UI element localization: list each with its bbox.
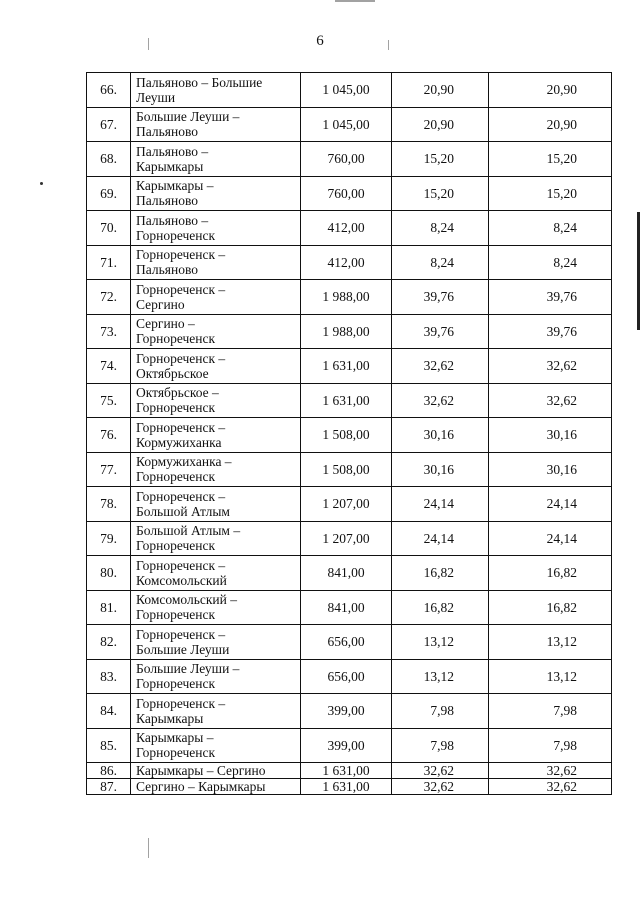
- value-cell-1: 32,62: [392, 383, 489, 418]
- value-cell-2: 20,90: [489, 73, 612, 108]
- route-cell: [131, 73, 301, 108]
- table-row: [87, 73, 612, 108]
- price-cell: 412,00: [301, 211, 392, 246]
- value-cell-2: 13,12: [489, 625, 612, 660]
- value-cell-2: 32,62: [489, 383, 612, 418]
- price-cell: 399,00: [301, 694, 392, 729]
- route-cell: [131, 452, 301, 487]
- table-row: [87, 211, 612, 246]
- row-number: 68.: [87, 142, 131, 177]
- row-number: 79.: [87, 521, 131, 556]
- route-cell: [131, 487, 301, 522]
- route-line: Горнореченск: [136, 745, 216, 761]
- table-row: [87, 107, 612, 142]
- row-number: 76.: [87, 418, 131, 453]
- route-line: Горнореченск: [136, 331, 216, 347]
- route-line: Кормужиханка: [136, 434, 222, 450]
- route-line: Большие Леуши –: [136, 661, 240, 677]
- price-cell: 1 631,00: [301, 779, 392, 795]
- scan-artifact-tick-left: [148, 38, 149, 50]
- route-line: Пальяново –: [136, 143, 209, 159]
- price-cell: 412,00: [301, 245, 392, 280]
- route-line: Карымкары –: [136, 178, 214, 194]
- route-line: Комсомольский: [136, 572, 227, 588]
- route-cell: [131, 107, 301, 142]
- route-line: Карымкары: [136, 158, 204, 174]
- row-number: 69.: [87, 176, 131, 211]
- value-cell-1: 20,90: [392, 107, 489, 142]
- route-line: Кормужиханка –: [136, 454, 232, 470]
- value-cell-2: 24,14: [489, 521, 612, 556]
- value-cell-1: 32,62: [392, 763, 489, 779]
- value-cell-2: 20,90: [489, 107, 612, 142]
- table-row: [87, 659, 612, 694]
- value-cell-2: 8,24: [489, 245, 612, 280]
- price-cell: 1 508,00: [301, 418, 392, 453]
- route-cell: [131, 176, 301, 211]
- route-cell: [131, 590, 301, 625]
- route-line: Октябрьское: [136, 365, 209, 381]
- value-cell-2: 16,82: [489, 556, 612, 591]
- route-line: Сергино –: [136, 316, 195, 332]
- price-cell: 1 988,00: [301, 280, 392, 315]
- price-cell: 1 045,00: [301, 73, 392, 108]
- price-cell: 1 207,00: [301, 521, 392, 556]
- value-cell-2: 32,62: [489, 349, 612, 384]
- price-cell: 760,00: [301, 142, 392, 177]
- price-cell: 656,00: [301, 659, 392, 694]
- value-cell-1: 13,12: [392, 625, 489, 660]
- route-line: Карымкары – Сергино: [136, 763, 266, 778]
- row-number: 85.: [87, 728, 131, 763]
- route-cell: [131, 694, 301, 729]
- route-line: Карымкары –: [136, 730, 214, 746]
- route-line: Октябрьское –: [136, 385, 219, 401]
- row-number: 84.: [87, 694, 131, 729]
- row-number: 70.: [87, 211, 131, 246]
- route-cell: [131, 314, 301, 349]
- fare-table: [86, 72, 612, 795]
- route-line: Леуши: [136, 89, 176, 105]
- row-number: 83.: [87, 659, 131, 694]
- fare-table-body: [87, 73, 612, 795]
- row-number: 73.: [87, 314, 131, 349]
- route-cell: [131, 521, 301, 556]
- route-line: Горнореченск: [136, 538, 216, 554]
- row-number: 82.: [87, 625, 131, 660]
- route-line: Пальяново: [136, 124, 198, 140]
- scan-artifact-dot: [40, 182, 43, 185]
- route-cell: [131, 728, 301, 763]
- value-cell-1: 24,14: [392, 487, 489, 522]
- route-line: Сергино – Карымкары: [136, 779, 266, 794]
- route-line: Горнореченск –: [136, 350, 226, 366]
- price-cell: 1 045,00: [301, 107, 392, 142]
- route-cell: [131, 245, 301, 280]
- table-row: [87, 521, 612, 556]
- value-cell-2: 8,24: [489, 211, 612, 246]
- value-cell-1: 7,98: [392, 728, 489, 763]
- value-cell-1: 7,98: [392, 694, 489, 729]
- value-cell-2: 16,82: [489, 590, 612, 625]
- row-number: 80.: [87, 556, 131, 591]
- price-cell: 1 508,00: [301, 452, 392, 487]
- route-cell: [131, 763, 301, 779]
- value-cell-2: 30,16: [489, 418, 612, 453]
- table-row: [87, 728, 612, 763]
- table-row: [87, 314, 612, 349]
- value-cell-1: 39,76: [392, 280, 489, 315]
- price-cell: 1 207,00: [301, 487, 392, 522]
- price-cell: 1 988,00: [301, 314, 392, 349]
- value-cell-2: 32,62: [489, 763, 612, 779]
- price-cell: 1 631,00: [301, 383, 392, 418]
- scan-artifact-top: [335, 0, 375, 2]
- row-number: 75.: [87, 383, 131, 418]
- route-line: Горнореченск –: [136, 247, 226, 263]
- route-line: Большой Атлым –: [136, 523, 241, 539]
- table-row: [87, 245, 612, 280]
- route-line: Пальяново: [136, 262, 198, 278]
- route-line: Большие Леуши: [136, 641, 230, 657]
- route-line: Горнореченск: [136, 607, 216, 623]
- route-cell: [131, 280, 301, 315]
- value-cell-2: 39,76: [489, 280, 612, 315]
- row-number: 77.: [87, 452, 131, 487]
- value-cell-2: 30,16: [489, 452, 612, 487]
- value-cell-2: 7,98: [489, 728, 612, 763]
- row-number: 66.: [87, 73, 131, 108]
- value-cell-2: 39,76: [489, 314, 612, 349]
- row-number: 86.: [87, 763, 131, 779]
- value-cell-2: 15,20: [489, 142, 612, 177]
- value-cell-2: 32,62: [489, 779, 612, 795]
- table-row: [87, 694, 612, 729]
- table-row: [87, 452, 612, 487]
- route-line: Горнореченск –: [136, 281, 226, 297]
- route-line: Горнореченск: [136, 469, 216, 485]
- table-row: [87, 556, 612, 591]
- route-line: Горнореченск: [136, 676, 216, 692]
- table-row: [87, 625, 612, 660]
- route-line: Горнореченск: [136, 400, 216, 416]
- route-line: Большие Леуши –: [136, 109, 240, 125]
- route-line: Горнореченск –: [136, 695, 226, 711]
- row-number: 71.: [87, 245, 131, 280]
- route-cell: [131, 418, 301, 453]
- route-cell: [131, 625, 301, 660]
- price-cell: 841,00: [301, 556, 392, 591]
- table-row: [87, 487, 612, 522]
- value-cell-2: 15,20: [489, 176, 612, 211]
- value-cell-1: 32,62: [392, 349, 489, 384]
- route-cell: [131, 779, 301, 795]
- route-cell: [131, 383, 301, 418]
- value-cell-1: 20,90: [392, 73, 489, 108]
- value-cell-1: 16,82: [392, 590, 489, 625]
- table-row: [87, 383, 612, 418]
- route-cell: [131, 142, 301, 177]
- value-cell-1: 24,14: [392, 521, 489, 556]
- price-cell: 399,00: [301, 728, 392, 763]
- route-line: Сергино: [136, 296, 185, 312]
- price-cell: 841,00: [301, 590, 392, 625]
- route-line: Большой Атлым: [136, 503, 230, 519]
- value-cell-1: 16,82: [392, 556, 489, 591]
- route-line: Горнореченск –: [136, 488, 226, 504]
- value-cell-2: 7,98: [489, 694, 612, 729]
- value-cell-1: 15,20: [392, 142, 489, 177]
- scan-artifact-tick-right: [388, 40, 389, 50]
- route-line: Горнореченск –: [136, 419, 226, 435]
- price-cell: 1 631,00: [301, 349, 392, 384]
- page-number: 6: [316, 33, 324, 49]
- table-row: [87, 176, 612, 211]
- table-row: [87, 763, 612, 779]
- route-line: Пальяново: [136, 193, 198, 209]
- route-line: Пальяново –: [136, 212, 209, 228]
- table-row: [87, 418, 612, 453]
- value-cell-2: 24,14: [489, 487, 612, 522]
- scan-artifact-bottom-tick: [148, 838, 149, 858]
- route-line: Карымкары: [136, 710, 204, 726]
- route-line: Горнореченск –: [136, 557, 226, 573]
- value-cell-1: 8,24: [392, 211, 489, 246]
- row-number: 67.: [87, 107, 131, 142]
- row-number: 72.: [87, 280, 131, 315]
- table-row: [87, 280, 612, 315]
- value-cell-2: 13,12: [489, 659, 612, 694]
- route-line: Горнореченск: [136, 227, 216, 243]
- price-cell: 1 631,00: [301, 763, 392, 779]
- table-row: [87, 590, 612, 625]
- row-number: 78.: [87, 487, 131, 522]
- price-cell: 656,00: [301, 625, 392, 660]
- table-row: [87, 349, 612, 384]
- value-cell-1: 32,62: [392, 779, 489, 795]
- route-line: Комсомольский –: [136, 592, 237, 608]
- value-cell-1: 13,12: [392, 659, 489, 694]
- route-line: Горнореченск –: [136, 626, 226, 642]
- row-number: 74.: [87, 349, 131, 384]
- row-number: 81.: [87, 590, 131, 625]
- route-cell: [131, 211, 301, 246]
- route-line: Пальяново – Большие: [136, 74, 263, 90]
- value-cell-1: 15,20: [392, 176, 489, 211]
- value-cell-1: 30,16: [392, 418, 489, 453]
- row-number: 87.: [87, 779, 131, 795]
- price-cell: 760,00: [301, 176, 392, 211]
- table-row: [87, 142, 612, 177]
- value-cell-1: 8,24: [392, 245, 489, 280]
- table-row: [87, 779, 612, 795]
- value-cell-1: 39,76: [392, 314, 489, 349]
- route-cell: [131, 556, 301, 591]
- route-cell: [131, 349, 301, 384]
- route-cell: [131, 659, 301, 694]
- value-cell-1: 30,16: [392, 452, 489, 487]
